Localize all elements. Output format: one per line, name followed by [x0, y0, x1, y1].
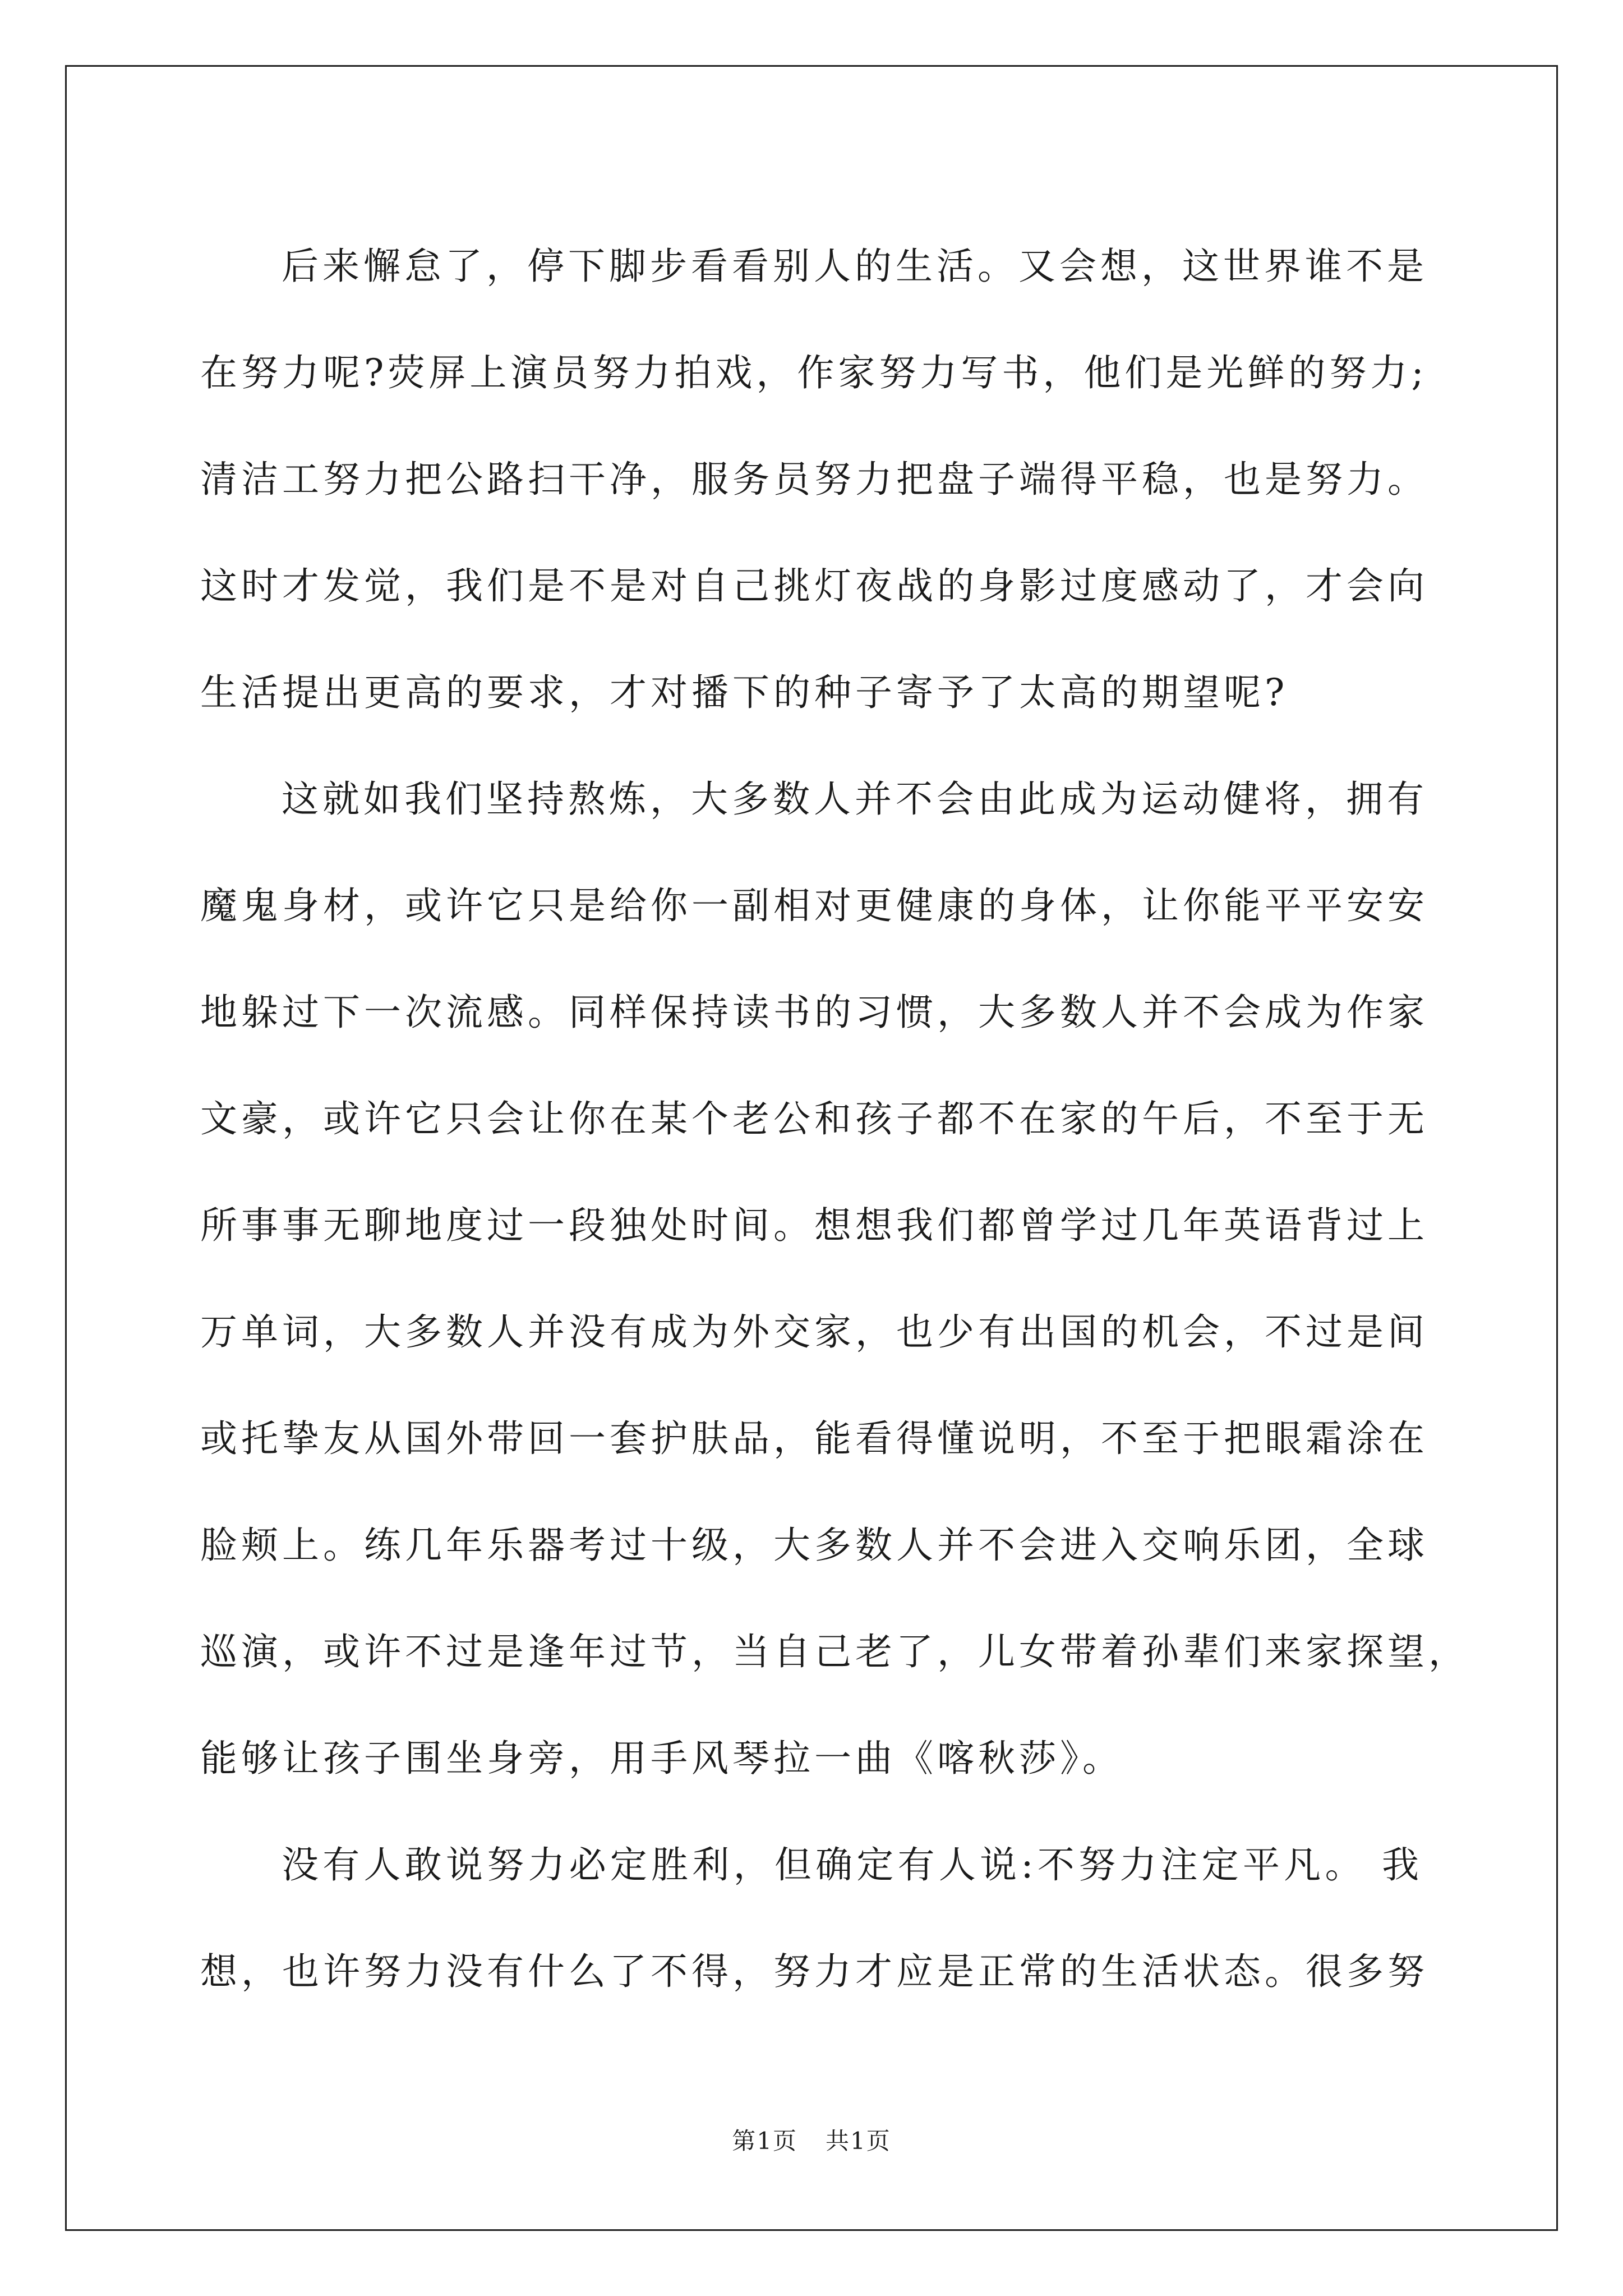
page-total: 共1页 — [826, 2127, 891, 2155]
text-line: 这时才发觉，我们是不是对自己挑灯夜战的身影过度感动了，才会向 — [200, 564, 1428, 608]
document-body — [200, 213, 1469, 2025]
text-line: 清洁工努力把公路扫干净，服务员努力把盘子端得平稳，也是努力。 — [200, 458, 1428, 501]
page-footer — [0, 2123, 1623, 2156]
text-line: 文豪，或许它只会让你在某个老公和孩子都不在家的午后，不至于无 — [200, 1097, 1428, 1140]
text-line: 魔鬼身材，或许它只是给你一副相对更健康的身体，让你能平平安安 — [200, 884, 1428, 927]
text-line: 在努力呢?荧屏上演员努力拍戏，作家努力写书，他们是光鲜的努力; — [200, 351, 1428, 394]
text-line: 巡演，或许不过是逢年过节，当自己老了，儿女带着孙辈们来家探望， — [200, 1630, 1469, 1673]
text-line: 地躲过下一次流感。同样保持读书的习惯，大多数人并不会成为作家 — [200, 991, 1428, 1034]
text-line: 万单词，大多数人并没有成为外交家，也少有出国的机会，不过是间 — [200, 1310, 1428, 1354]
text-line: 这就如我们坚持熬炼，大多数人并不会由此成为运动健将，拥有 — [282, 777, 1428, 821]
text-line: 所事事无聊地度过一段独处时间。想想我们都曾学过几年英语背过上 — [200, 1204, 1428, 1247]
text-line: 没有人敢说努力必定胜利，但确定有人说:不努力注定平凡。 我 — [282, 1843, 1423, 1887]
text-line: 想，也许努力没有什么了不得，努力才应是正常的生活状态。很多努 — [200, 1950, 1428, 1993]
text-line: 脸颊上。练几年乐器考过十级，大多数人并不会进入交响乐团，全球 — [200, 1524, 1428, 1567]
text-line: 或托挚友从国外带回一套护肤品，能看得懂说明，不至于把眼霜涂在 — [200, 1417, 1428, 1460]
text-line: 能够让孩子围坐身旁，用手风琴拉一曲《喀秋莎》。 — [200, 1737, 1123, 1780]
text-line: 后来懈怠了，停下脚步看看别人的生活。又会想，这世界谁不是 — [282, 245, 1428, 288]
text-line: 生活提出更高的要求，才对播下的种子寄予了太高的期望呢? — [200, 671, 1289, 714]
page-number: 第1页 — [732, 2127, 797, 2155]
